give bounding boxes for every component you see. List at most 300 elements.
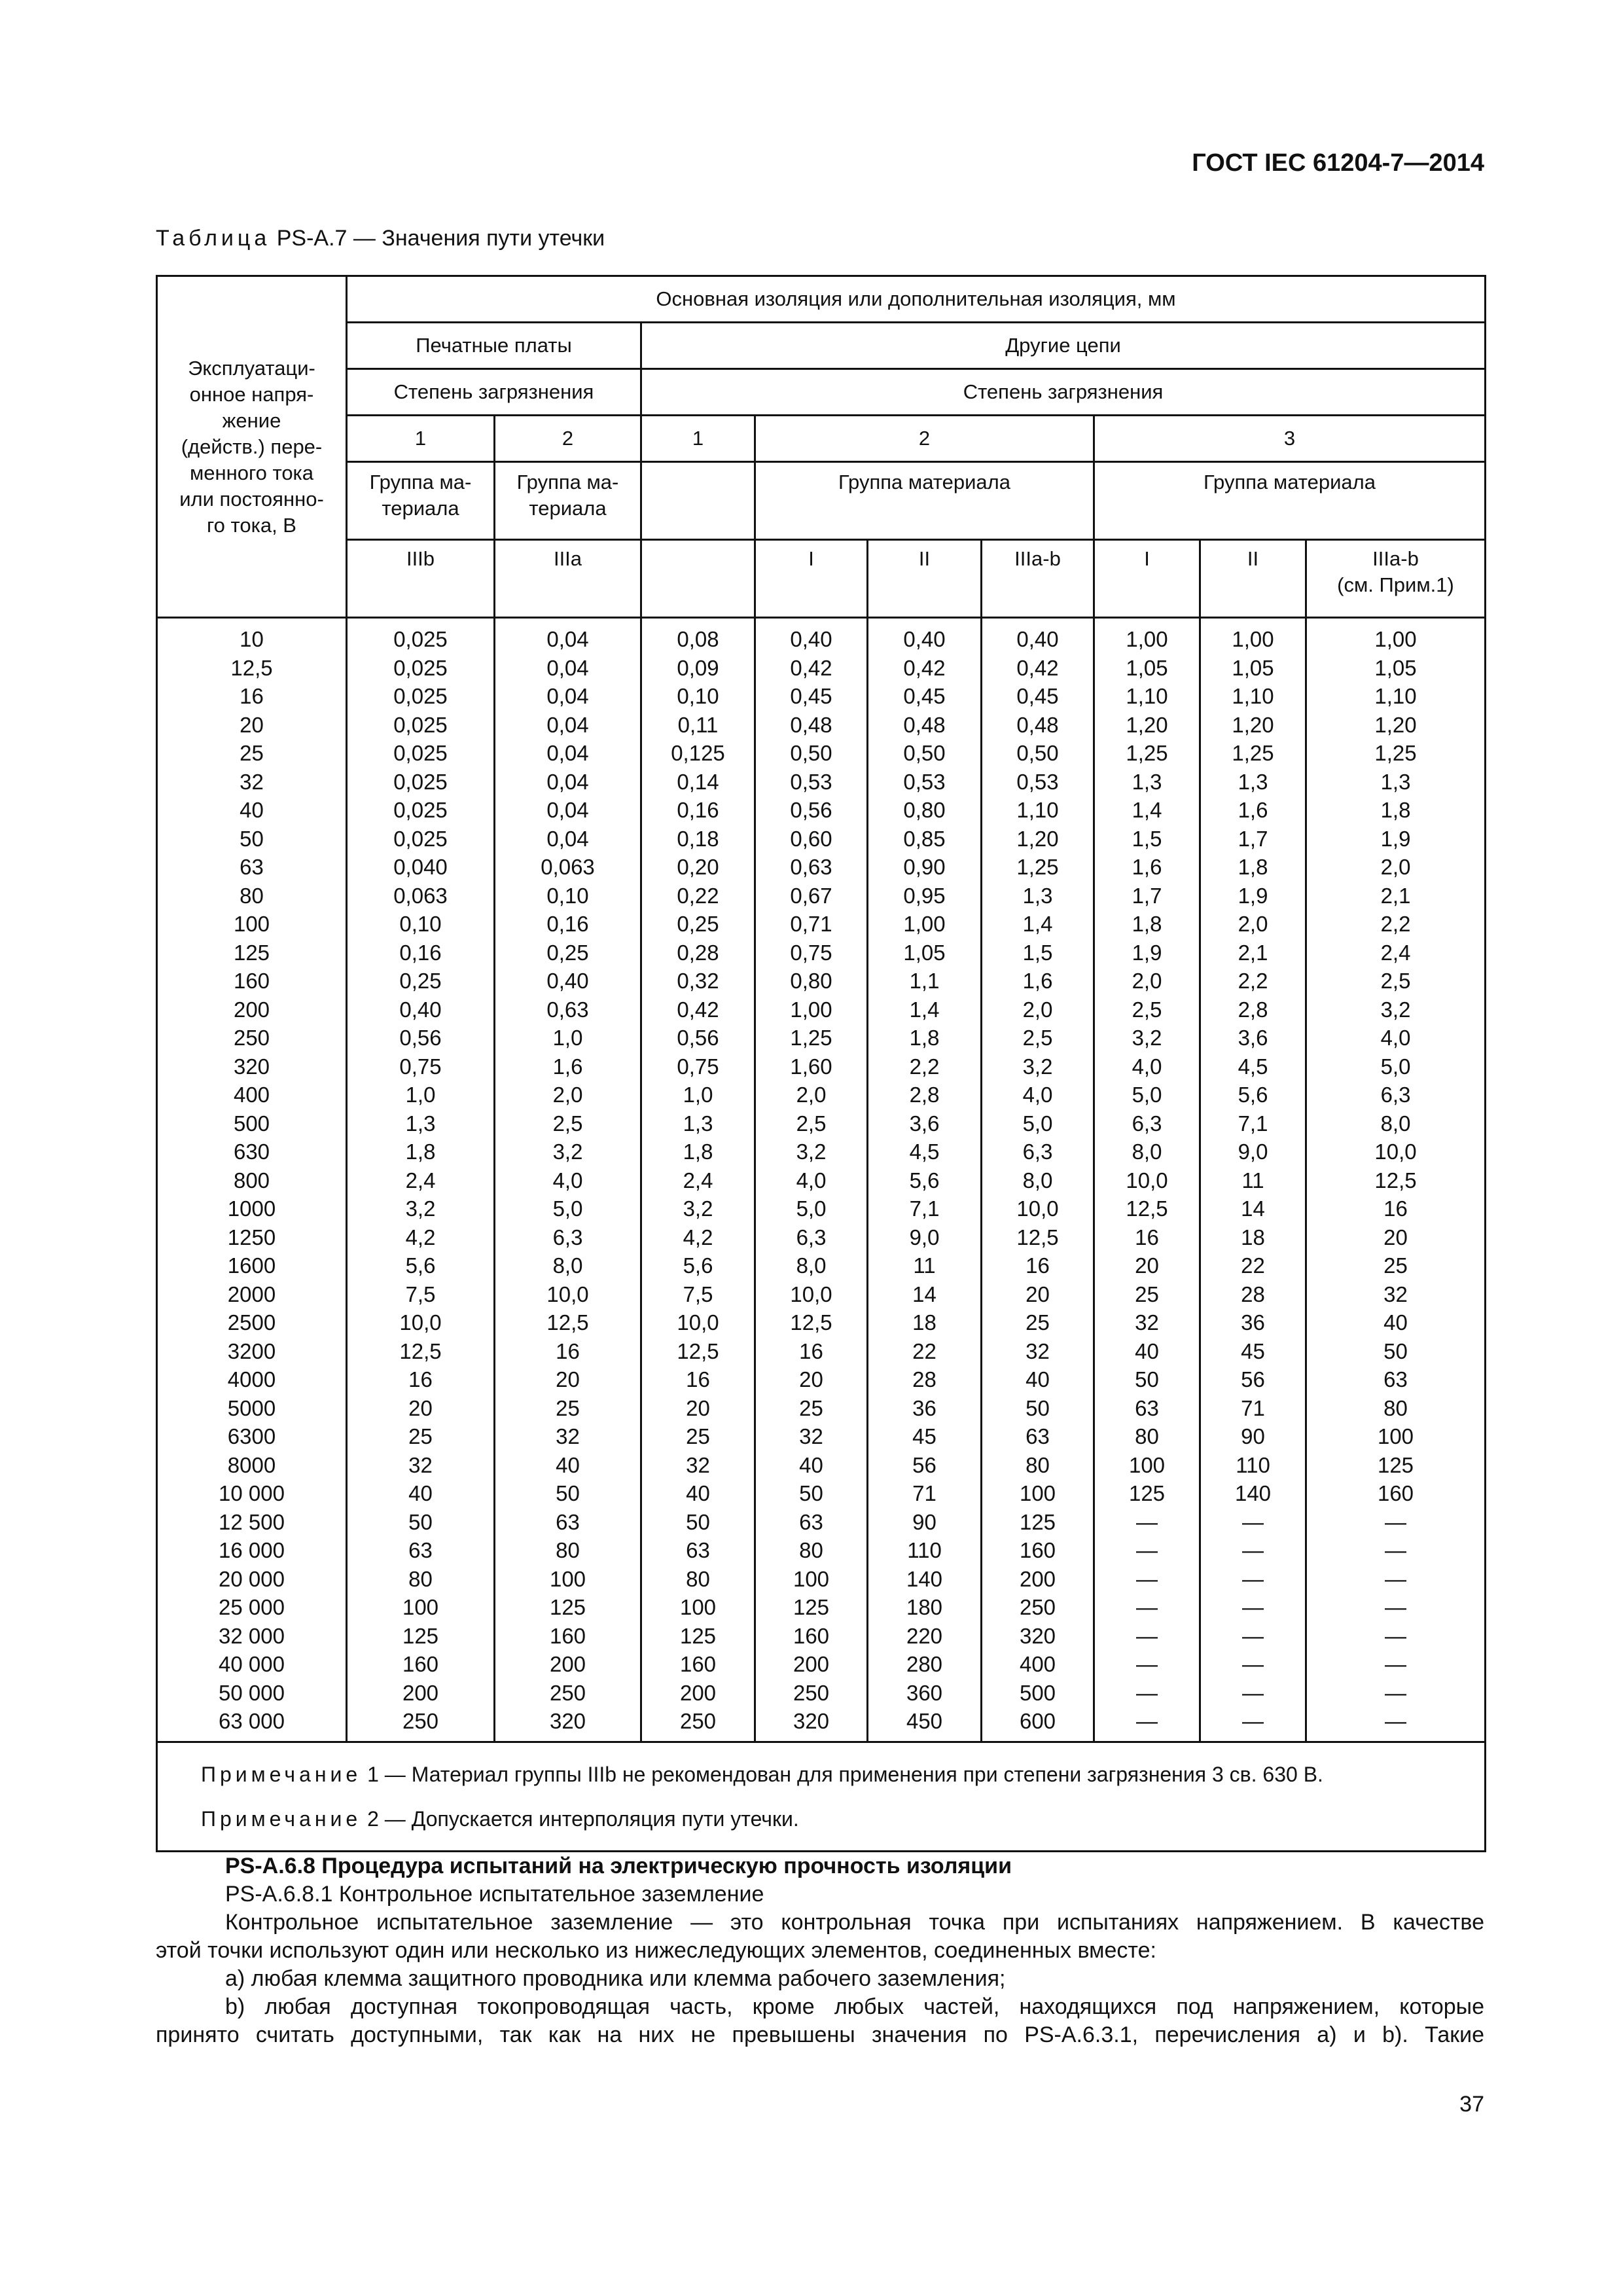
table-row — [157, 996, 1486, 1024]
creepage-value-cell: 3,6 — [868, 1109, 982, 1138]
creepage-value-cell: 0,80 — [868, 796, 982, 825]
creepage-value-cell: 18 — [868, 1308, 982, 1337]
table-row — [157, 654, 1486, 683]
creepage-value-cell: 0,025 — [347, 825, 495, 853]
creepage-value-cell: — — [1306, 1565, 1486, 1594]
creepage-value-cell: 4,2 — [641, 1223, 755, 1252]
creepage-value-cell: 0,25 — [347, 967, 495, 996]
voltage-cell: 50 — [157, 825, 347, 853]
creepage-value-cell: 32 — [1094, 1308, 1200, 1337]
creepage-value-cell: 50 — [755, 1479, 868, 1508]
creepage-value-cell: 32 — [495, 1422, 641, 1451]
creepage-value-cell: — — [1306, 1593, 1486, 1622]
creepage-value-cell: 1,4 — [868, 996, 982, 1024]
creepage-value-cell: 450 — [868, 1707, 982, 1742]
creepage-value-cell: 5,6 — [347, 1251, 495, 1280]
creepage-value-cell: 40 — [982, 1365, 1094, 1394]
creepage-value-cell: 0,10 — [495, 882, 641, 910]
creepage-value-cell: 4,0 — [1306, 1024, 1486, 1052]
creepage-value-cell: 0,04 — [495, 825, 641, 853]
creepage-value-cell: 12,5 — [641, 1337, 755, 1366]
creepage-value-cell: 50 — [641, 1508, 755, 1537]
creepage-value-cell: 2,0 — [755, 1081, 868, 1109]
creepage-value-cell: 1,10 — [982, 796, 1094, 825]
creepage-value-cell: 5,6 — [1200, 1081, 1306, 1109]
voltage-cell: 100 — [157, 910, 347, 939]
creepage-value-cell: 2,4 — [347, 1166, 495, 1195]
creepage-value-cell: 12,5 — [1306, 1166, 1486, 1195]
creepage-value-cell: 100 — [495, 1565, 641, 1594]
creepage-value-cell: 1,20 — [1306, 711, 1486, 740]
creepage-value-cell: 7,1 — [1200, 1109, 1306, 1138]
pd-pb-1: 1 — [347, 416, 495, 462]
creepage-value-cell: 5,6 — [641, 1251, 755, 1280]
creepage-value-cell: 1,20 — [1200, 711, 1306, 740]
note-1 — [201, 1752, 1484, 1797]
creepage-value-cell: — — [1200, 1565, 1306, 1594]
creepage-value-cell: — — [1094, 1508, 1200, 1537]
creepage-value-cell: 1,25 — [982, 853, 1094, 882]
creepage-value-cell: 20 — [347, 1394, 495, 1423]
creepage-value-cell: 3,2 — [1094, 1024, 1200, 1052]
creepage-value-cell: 320 — [495, 1707, 641, 1742]
creepage-value-cell: — — [1094, 1565, 1200, 1594]
creepage-value-cell: 110 — [1200, 1451, 1306, 1480]
material-group-oc1 — [641, 462, 755, 540]
creepage-value-cell: 8,0 — [1094, 1138, 1200, 1166]
creepage-value-cell: 2,5 — [1094, 996, 1200, 1024]
creepage-value-cell: 20 — [1306, 1223, 1486, 1252]
creepage-value-cell: 25 — [1306, 1251, 1486, 1280]
creepage-value-cell: 0,48 — [982, 711, 1094, 740]
creepage-value-cell: 32 — [982, 1337, 1094, 1366]
creepage-value-cell: 32 — [347, 1451, 495, 1480]
creepage-table-container — [156, 275, 1484, 1852]
table-row — [157, 1365, 1486, 1394]
creepage-value-cell: 1,8 — [641, 1138, 755, 1166]
creepage-value-cell: 2,5 — [755, 1109, 868, 1138]
creepage-value-cell: — — [1200, 1650, 1306, 1679]
pd-oc-1: 1 — [641, 416, 755, 462]
voltage-cell: 200 — [157, 996, 347, 1024]
creepage-value-cell: 1,00 — [1094, 618, 1200, 654]
table-caption — [156, 226, 605, 251]
table-row — [157, 1166, 1486, 1195]
creepage-value-cell: 1,9 — [1200, 882, 1306, 910]
creepage-value-cell: 0,063 — [495, 853, 641, 882]
creepage-value-cell: 16 — [1306, 1194, 1486, 1223]
table-row — [157, 1081, 1486, 1109]
creepage-value-cell: 0,08 — [641, 618, 755, 654]
creepage-value-cell: 160 — [641, 1650, 755, 1679]
creepage-value-cell: 80 — [495, 1536, 641, 1565]
creepage-value-cell: 0,10 — [347, 910, 495, 939]
standard-code: ГОСТ IEC 61204-7—2014 — [1192, 149, 1484, 177]
creepage-value-cell: 80 — [1306, 1394, 1486, 1423]
pd-pb-2: 2 — [495, 416, 641, 462]
creepage-value-cell: 0,04 — [495, 768, 641, 797]
creepage-value-cell: 0,90 — [868, 853, 982, 882]
creepage-value-cell: 200 — [982, 1565, 1094, 1594]
creepage-value-cell: 12,5 — [1094, 1194, 1200, 1223]
table-row — [157, 1251, 1486, 1280]
group-label-col-4: I — [755, 540, 868, 618]
creepage-value-cell: 0,11 — [641, 711, 755, 740]
table-row — [157, 1052, 1486, 1081]
table-row — [157, 768, 1486, 797]
creepage-value-cell: 0,75 — [347, 1052, 495, 1081]
creepage-value-cell: 320 — [982, 1622, 1094, 1651]
creepage-value-cell: 360 — [868, 1679, 982, 1708]
creepage-value-cell: 0,025 — [347, 618, 495, 654]
creepage-value-cell: 0,42 — [868, 654, 982, 683]
table-row — [157, 1024, 1486, 1052]
table-row — [157, 1451, 1486, 1480]
creepage-value-cell: 20 — [755, 1365, 868, 1394]
voltage-cell: 40 — [157, 796, 347, 825]
list-item-b-line-1: b) любая доступная токопроводящая часть, кроме любых частей, находящихся под напряжением, которые — [225, 1994, 1484, 2019]
creepage-value-cell: 10,0 — [755, 1280, 868, 1309]
list-item-a: a) любая клемма защитного проводника или клемма рабочего заземления; — [225, 1966, 1006, 1991]
creepage-value-cell: 6,3 — [982, 1138, 1094, 1166]
creepage-value-cell: 125 — [641, 1622, 755, 1651]
voltage-header — [157, 276, 347, 618]
creepage-value-cell: 2,0 — [495, 1081, 641, 1109]
note-1-lead: Примечание — [201, 1762, 362, 1786]
creepage-value-cell: 125 — [495, 1593, 641, 1622]
creepage-value-cell: 12,5 — [495, 1308, 641, 1337]
creepage-value-cell: 0,025 — [347, 768, 495, 797]
voltage-header-text: Эксплуатаци- онное напря- жение (действ.) пере- менного тока или постоянно- го тока, В — [179, 356, 324, 537]
group-label-col-9: IIIa-b (см. Прим.1) — [1306, 540, 1486, 618]
table-caption-lead: Таблица — [156, 226, 271, 251]
creepage-value-cell: 2,5 — [1306, 967, 1486, 996]
creepage-value-cell: 2,5 — [982, 1024, 1094, 1052]
voltage-cell: 5000 — [157, 1394, 347, 1423]
table-row — [157, 1337, 1486, 1366]
creepage-value-cell: 0,16 — [495, 910, 641, 939]
creepage-value-cell: 40 — [495, 1451, 641, 1480]
creepage-value-cell: 0,025 — [347, 796, 495, 825]
creepage-value-cell: 6,3 — [755, 1223, 868, 1252]
creepage-value-cell: 1,8 — [868, 1024, 982, 1052]
creepage-value-cell: 1,00 — [755, 996, 868, 1024]
creepage-value-cell: 100 — [641, 1593, 755, 1622]
creepage-value-cell: 80 — [982, 1451, 1094, 1480]
voltage-cell: 1600 — [157, 1251, 347, 1280]
voltage-cell: 800 — [157, 1166, 347, 1195]
group-label-col-2: IIIa — [495, 540, 641, 618]
material-group-pb1-text: Группа ма- териала — [369, 471, 472, 520]
voltage-cell: 12,5 — [157, 654, 347, 683]
creepage-value-cell: — — [1306, 1508, 1486, 1537]
voltage-cell: 25 — [157, 739, 347, 768]
creepage-value-cell: 200 — [755, 1650, 868, 1679]
creepage-value-cell: 280 — [868, 1650, 982, 1679]
creepage-value-cell: 1,9 — [1306, 825, 1486, 853]
creepage-value-cell: 160 — [982, 1536, 1094, 1565]
creepage-value-cell: 0,45 — [868, 682, 982, 711]
note-1-text: 1 — Материал группы IIIb не рекомендован для применения при степени загрязнения 3 св. 630 В. — [361, 1762, 1323, 1786]
creepage-value-cell: 1,60 — [755, 1052, 868, 1081]
voltage-cell: 500 — [157, 1109, 347, 1138]
creepage-value-cell: 5,0 — [755, 1194, 868, 1223]
creepage-value-cell: 1,0 — [347, 1081, 495, 1109]
creepage-value-cell: 0,25 — [495, 939, 641, 967]
creepage-value-cell: 28 — [1200, 1280, 1306, 1309]
creepage-value-cell: — — [1200, 1622, 1306, 1651]
creepage-value-cell: 1,1 — [868, 967, 982, 996]
creepage-value-cell: 2,4 — [641, 1166, 755, 1195]
creepage-value-cell: 1,8 — [347, 1138, 495, 1166]
creepage-distance-table — [156, 275, 1486, 1852]
creepage-value-cell: — — [1094, 1707, 1200, 1742]
creepage-value-cell: 0,025 — [347, 711, 495, 740]
creepage-value-cell: 0,025 — [347, 739, 495, 768]
creepage-value-cell: 25 — [641, 1422, 755, 1451]
creepage-value-cell: 110 — [868, 1536, 982, 1565]
creepage-value-cell: 0,40 — [347, 996, 495, 1024]
creepage-value-cell: 180 — [868, 1593, 982, 1622]
creepage-value-cell: — — [1200, 1707, 1306, 1742]
creepage-value-cell: 0,75 — [641, 1052, 755, 1081]
creepage-value-cell: 25 — [1094, 1280, 1200, 1309]
pd-oc-2: 2 — [755, 416, 1094, 462]
section-ps-a-6-8 — [156, 1852, 1484, 2049]
creepage-value-cell: — — [1200, 1508, 1306, 1537]
creepage-value-cell: 200 — [347, 1679, 495, 1708]
creepage-value-cell: 4,2 — [347, 1223, 495, 1252]
creepage-value-cell: 160 — [495, 1622, 641, 1651]
creepage-value-cell: 20 — [495, 1365, 641, 1394]
creepage-value-cell: 0,50 — [868, 739, 982, 768]
voltage-cell: 16 — [157, 682, 347, 711]
creepage-value-cell: 3,2 — [641, 1194, 755, 1223]
creepage-value-cell: 22 — [1200, 1251, 1306, 1280]
creepage-value-cell: 100 — [1094, 1451, 1200, 1480]
creepage-value-cell: 5,0 — [495, 1194, 641, 1223]
creepage-value-cell: 100 — [755, 1565, 868, 1594]
creepage-value-cell: 0,63 — [755, 853, 868, 882]
creepage-value-cell: 1,20 — [1094, 711, 1200, 740]
creepage-value-cell: 2,0 — [1200, 910, 1306, 939]
creepage-value-cell: 0,10 — [641, 682, 755, 711]
voltage-cell: 2000 — [157, 1280, 347, 1309]
creepage-value-cell: 0,53 — [868, 768, 982, 797]
creepage-value-cell: 8,0 — [1306, 1109, 1486, 1138]
creepage-value-cell: 0,80 — [755, 967, 868, 996]
voltage-cell: 20 000 — [157, 1565, 347, 1594]
material-group-oc3: Группа материала — [1094, 462, 1486, 540]
creepage-value-cell: 0,50 — [755, 739, 868, 768]
creepage-value-cell: 50 — [982, 1394, 1094, 1423]
creepage-value-cell: 1,25 — [1306, 739, 1486, 768]
creepage-value-cell: 56 — [1200, 1365, 1306, 1394]
creepage-value-cell: 0,22 — [641, 882, 755, 910]
creepage-value-cell: 1,6 — [495, 1052, 641, 1081]
creepage-value-cell: 22 — [868, 1337, 982, 1366]
creepage-value-cell: — — [1094, 1650, 1200, 1679]
note-2 — [201, 1797, 1484, 1841]
creepage-value-cell: 0,40 — [495, 967, 641, 996]
voltage-cell: 320 — [157, 1052, 347, 1081]
voltage-cell: 8000 — [157, 1451, 347, 1480]
creepage-value-cell: 2,8 — [868, 1081, 982, 1109]
creepage-value-cell: 1,05 — [868, 939, 982, 967]
voltage-cell: 63 — [157, 853, 347, 882]
creepage-value-cell: 0,60 — [755, 825, 868, 853]
voltage-cell: 4000 — [157, 1365, 347, 1394]
table-row — [157, 1109, 1486, 1138]
table-row — [157, 1593, 1486, 1622]
creepage-value-cell: 1,20 — [982, 825, 1094, 853]
creepage-value-cell: 25 — [347, 1422, 495, 1451]
creepage-value-cell: 3,2 — [982, 1052, 1094, 1081]
creepage-value-cell: — — [1200, 1593, 1306, 1622]
creepage-value-cell: 0,53 — [755, 768, 868, 797]
creepage-value-cell: 8,0 — [755, 1251, 868, 1280]
creepage-value-cell: — — [1306, 1650, 1486, 1679]
table-row — [157, 1622, 1486, 1651]
table-row — [157, 1308, 1486, 1337]
creepage-value-cell: 0,063 — [347, 882, 495, 910]
voltage-cell: 10 000 — [157, 1479, 347, 1508]
table-row — [157, 682, 1486, 711]
creepage-value-cell: 11 — [1200, 1166, 1306, 1195]
table-row — [157, 1679, 1486, 1708]
creepage-value-cell: 7,5 — [641, 1280, 755, 1309]
creepage-value-cell: 1,25 — [1200, 739, 1306, 768]
creepage-value-cell: 0,75 — [755, 939, 868, 967]
creepage-value-cell: — — [1306, 1707, 1486, 1742]
creepage-value-cell: 1,8 — [1306, 796, 1486, 825]
creepage-value-cell: 0,125 — [641, 739, 755, 768]
pollution-degree-header-pb: Степень загрязнения — [347, 369, 641, 416]
creepage-value-cell: 1,10 — [1306, 682, 1486, 711]
table-row — [157, 739, 1486, 768]
creepage-value-cell: 250 — [641, 1707, 755, 1742]
page-number: 37 — [1459, 2092, 1484, 2117]
creepage-value-cell: 0,67 — [755, 882, 868, 910]
creepage-value-cell: 0,56 — [347, 1024, 495, 1052]
creepage-value-cell: 0,45 — [755, 682, 868, 711]
creepage-value-cell: 1,3 — [1094, 768, 1200, 797]
table-row — [157, 910, 1486, 939]
creepage-value-cell: 0,16 — [347, 939, 495, 967]
creepage-value-cell: 16 — [347, 1365, 495, 1394]
table-row — [157, 853, 1486, 882]
creepage-value-cell: 0,04 — [495, 739, 641, 768]
creepage-value-cell: 12,5 — [982, 1223, 1094, 1252]
creepage-value-cell: 56 — [868, 1451, 982, 1480]
voltage-cell: 125 — [157, 939, 347, 967]
creepage-value-cell: 0,14 — [641, 768, 755, 797]
creepage-value-cell: 140 — [868, 1565, 982, 1594]
creepage-value-cell: 5,6 — [868, 1166, 982, 1195]
voltage-cell: 1000 — [157, 1194, 347, 1223]
creepage-value-cell: 71 — [1200, 1394, 1306, 1423]
section-title: PS-A.6.8 Процедура испытаний на электрическую прочность изоляции — [225, 1854, 1012, 1878]
creepage-value-cell: 80 — [755, 1536, 868, 1565]
creepage-value-cell: 0,18 — [641, 825, 755, 853]
creepage-value-cell: 10,0 — [495, 1280, 641, 1309]
creepage-value-cell: — — [1306, 1536, 1486, 1565]
group-label-col-8: II — [1200, 540, 1306, 618]
creepage-value-cell: 125 — [755, 1593, 868, 1622]
table-row — [157, 1280, 1486, 1309]
creepage-value-cell: 1,3 — [982, 882, 1094, 910]
creepage-value-cell: 8,0 — [495, 1251, 641, 1280]
creepage-value-cell: 32 — [641, 1451, 755, 1480]
creepage-value-cell: 40 — [755, 1451, 868, 1480]
creepage-value-cell: 6,3 — [1094, 1109, 1200, 1138]
creepage-value-cell: 1,00 — [1200, 618, 1306, 654]
voltage-cell: 20 — [157, 711, 347, 740]
creepage-value-cell: 320 — [755, 1707, 868, 1742]
creepage-value-cell: 3,6 — [1200, 1024, 1306, 1052]
creepage-value-cell: 1,8 — [1094, 910, 1200, 939]
creepage-value-cell: 500 — [982, 1679, 1094, 1708]
table-row — [157, 1479, 1486, 1508]
voltage-cell: 32 — [157, 768, 347, 797]
creepage-value-cell: 0,32 — [641, 967, 755, 996]
creepage-value-cell: 63 — [1094, 1394, 1200, 1423]
creepage-value-cell: 1,3 — [1200, 768, 1306, 797]
creepage-value-cell: 140 — [1200, 1479, 1306, 1508]
creepage-value-cell: 160 — [755, 1622, 868, 1651]
creepage-value-cell: 220 — [868, 1622, 982, 1651]
voltage-cell: 6300 — [157, 1422, 347, 1451]
table-notes — [157, 1742, 1486, 1851]
creepage-value-cell: 16 — [755, 1337, 868, 1366]
other-circuits-header: Другие цепи — [641, 323, 1486, 369]
creepage-value-cell: 40 — [1306, 1308, 1486, 1337]
creepage-value-cell: 400 — [982, 1650, 1094, 1679]
creepage-value-cell: 6,3 — [495, 1223, 641, 1252]
creepage-value-cell: 200 — [641, 1679, 755, 1708]
creepage-value-cell: 100 — [982, 1479, 1094, 1508]
creepage-value-cell: 0,40 — [982, 618, 1094, 654]
creepage-value-cell: 2,1 — [1200, 939, 1306, 967]
creepage-value-cell: 0,53 — [982, 768, 1094, 797]
creepage-value-cell: 0,42 — [982, 654, 1094, 683]
creepage-value-cell: 1,00 — [868, 910, 982, 939]
creepage-value-cell: 0,50 — [982, 739, 1094, 768]
voltage-cell: 25 000 — [157, 1593, 347, 1622]
voltage-cell: 400 — [157, 1081, 347, 1109]
voltage-cell: 630 — [157, 1138, 347, 1166]
creepage-value-cell: — — [1094, 1593, 1200, 1622]
creepage-value-cell: 100 — [1306, 1422, 1486, 1451]
creepage-value-cell: 2,2 — [868, 1052, 982, 1081]
creepage-value-cell: 1,0 — [495, 1024, 641, 1052]
creepage-value-cell: 10,0 — [1306, 1138, 1486, 1166]
creepage-value-cell: 1,0 — [641, 1081, 755, 1109]
voltage-cell: 32 000 — [157, 1622, 347, 1651]
creepage-value-cell: 1,5 — [982, 939, 1094, 967]
creepage-value-cell: 16 — [641, 1365, 755, 1394]
creepage-value-cell: 160 — [1306, 1479, 1486, 1508]
creepage-value-cell: 0,040 — [347, 853, 495, 882]
pd-oc-3: 3 — [1094, 416, 1486, 462]
creepage-value-cell: 45 — [1200, 1337, 1306, 1366]
creepage-value-cell: 1,10 — [1200, 682, 1306, 711]
creepage-value-cell: 1,6 — [1200, 796, 1306, 825]
creepage-value-cell: 3,2 — [755, 1138, 868, 1166]
group-label-col-5: II — [868, 540, 982, 618]
creepage-value-cell: 600 — [982, 1707, 1094, 1742]
creepage-value-cell: 0,04 — [495, 682, 641, 711]
